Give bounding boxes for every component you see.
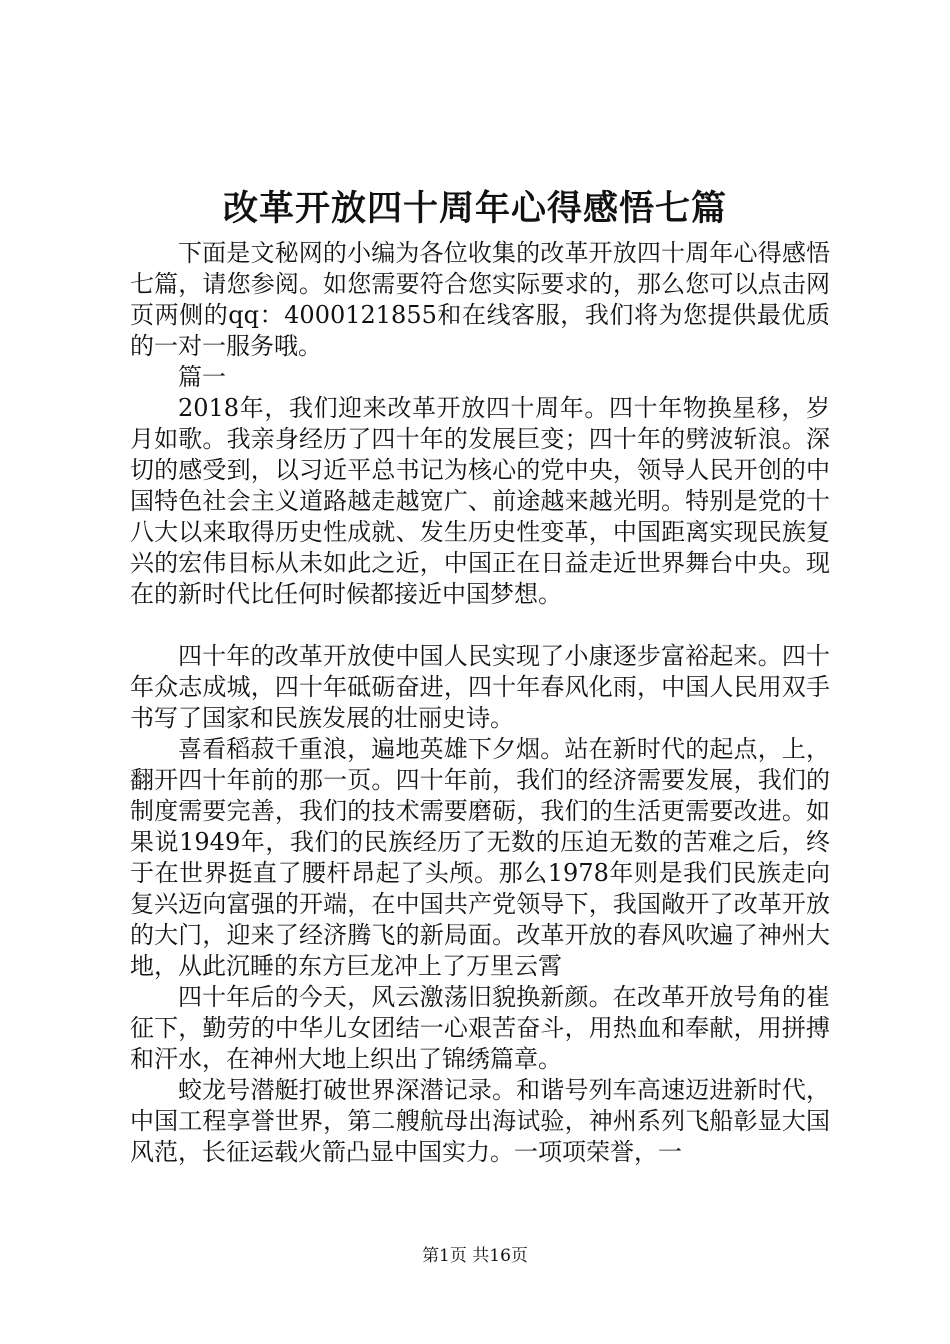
body-paragraph: 2018年，我们迎来改革开放四十周年。四十年物换星移，岁月如歌。我亲身经历了四十年的发展巨变；四十年的劈波斩浪。深切的感受到，以习近平总书记为核心的党中央，领导人民开创的中国特色社会主义道路越走越宽广、前途越来越光明。特别是党的十八大以来取得历史性成就、发生历史性变革，中国距离实现民族复兴的宏伟目标从未如此之近，中国正在日益走近世界舞台中央。现在的新时代比任何时候都接近中国梦想。 <box>130 394 830 608</box>
section-heading: 篇一 <box>178 363 226 391</box>
document-body <box>130 238 830 1168</box>
document-title: 改革开放四十周年心得感悟七篇 <box>222 188 727 229</box>
body-paragraph: 喜看稻菽千重浪，遍地英雄下夕烟。站在新时代的起点，上，翻开四十年前的那一页。四十年前，我们的经济需要发展，我们的制度需要完善，我们的技术需要磨砺，我们的生活更需要改进。如果说1949年，我们的民族经历了无数的压迫无数的苦难之后，终于在世界挺直了腰杆昂起了头颅。那么1978年则是我们民族走向复兴迈向富强的开端，在中国共产党领导下，我国敞开了改革开放的大门，迎来了经济腾飞的新局面。改革开放的春风吹遍了神州大地，从此沉睡的东方巨龙冲上了万里云霄 <box>130 735 830 980</box>
body-paragraph: 蛟龙号潜艇打破世界深潜记录。和谐号列车高速迈进新时代，中国工程享誉世界，第二艘航母出海试验，神州系列飞船彰显大国风范，长征运载火箭凸显中国实力。一项项荣誉，一 <box>130 1076 830 1166</box>
page-footer: 第1页 共16页 <box>422 1246 528 1266</box>
body-paragraph: 四十年的改革开放使中国人民实现了小康逐步富裕起来。四十年众志成城，四十年砥砺奋进，四十年春风化雨，中国人民用双手书写了国家和民族发展的壮丽史诗。 <box>130 642 830 732</box>
intro-paragraph: 下面是文秘网的小编为各位收集的改革开放四十周年心得感悟七篇，请您参阅。如您需要符合您实际要求的，那么您可以点击网页两侧的qq：4000121855和在线客服，我们将为您提供最优质的一对一服务哦。 <box>130 239 830 360</box>
body-paragraph: 四十年后的今天，风云激荡旧貌换新颜。在改革开放号角的崔征下，勤劳的中华儿女团结一心艰苦奋斗，用热血和奉献，用拼搏和汗水，在神州大地上织出了锦绣篇章。 <box>130 983 830 1073</box>
